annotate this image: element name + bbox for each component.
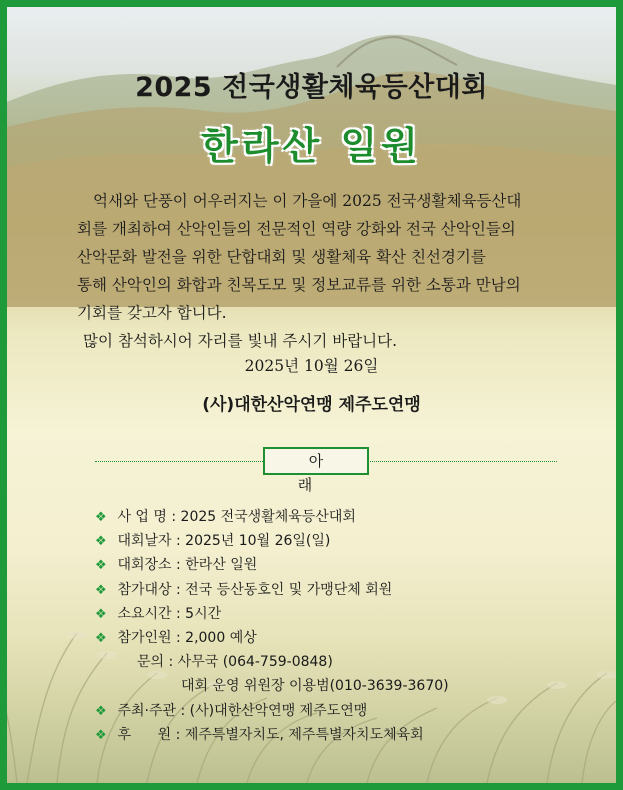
section-label: 아 래 xyxy=(297,452,346,494)
contact-row xyxy=(95,674,575,698)
detail-value: (사)대한산악연맹 제주도연맹 xyxy=(189,702,368,719)
paragraph-line: 억새와 단풍이 어우러지는 이 가을에 2025 전국생활체육등산대 xyxy=(93,192,522,210)
paragraph-line: 기회를 갖고자 합니다. xyxy=(77,304,227,322)
detail-row xyxy=(95,553,575,577)
contact-chair: 대회 운영 위원장 이용범(010-3639-3670) xyxy=(181,678,449,695)
invitation-text xyxy=(77,187,577,355)
paragraph-line: 회를 개최하여 산악인들의 전문적인 역량 강화와 전국 산악인들의 xyxy=(77,220,516,238)
detail-value: 5시간 xyxy=(185,605,222,622)
diamond-bullet-icon: ❖ xyxy=(95,582,107,598)
contact-office: 사무국 (064-759-0848) xyxy=(177,654,333,671)
diamond-bullet-icon: ❖ xyxy=(95,606,107,622)
detail-row xyxy=(95,699,575,723)
diamond-bullet-icon: ❖ xyxy=(95,630,107,646)
detail-label: 참가대상 : xyxy=(117,581,181,598)
event-title: 2025 전국생활체육등산대회 xyxy=(135,72,488,103)
section-label-box xyxy=(263,447,369,494)
paragraph-line: 산악문화 발전을 위한 단합대회 및 생활체육 확산 친선경기를 xyxy=(77,248,486,266)
detail-row xyxy=(95,578,575,602)
detail-label: 참가인원 : xyxy=(117,629,181,646)
detail-label: 대회장소 : xyxy=(117,557,181,574)
diamond-bullet-icon: ❖ xyxy=(95,727,107,743)
detail-label: 주최·주관 : xyxy=(117,702,186,719)
diamond-bullet-icon: ❖ xyxy=(95,558,107,574)
details-list xyxy=(95,505,575,747)
organizer-name: (사)대한산악연맹 제주도연맹 xyxy=(202,395,421,415)
detail-label: 사 업 명 : xyxy=(117,509,177,525)
detail-label: 대회날자 : xyxy=(117,533,181,550)
detail-value: 한라산 일원 xyxy=(185,557,258,574)
diamond-bullet-icon: ❖ xyxy=(95,534,107,550)
contact-label: 문의 : xyxy=(137,654,174,671)
event-date: 2025년 10월 26일 xyxy=(244,357,379,375)
detail-value: 2,000 예상 xyxy=(185,629,257,646)
paragraph-line: 통해 산악인의 화합과 친목도모 및 정보교류를 위한 소통과 만남의 xyxy=(77,276,521,294)
diamond-bullet-icon: ❖ xyxy=(95,510,107,525)
detail-row xyxy=(95,602,575,626)
detail-row xyxy=(95,505,575,529)
detail-label: 후 원 : xyxy=(117,726,181,743)
diamond-bullet-icon: ❖ xyxy=(95,703,107,719)
event-subtitle: 한라산 일원 xyxy=(201,123,422,168)
detail-row xyxy=(95,626,575,650)
detail-row xyxy=(95,529,575,553)
detail-value: 전국 등산동호인 및 가맹단체 회원 xyxy=(185,581,393,598)
detail-row xyxy=(95,723,575,747)
detail-value: 제주특별자치도, 제주특별자치도체육회 xyxy=(184,726,424,743)
detail-value: 2025년 10월 26일(일) xyxy=(185,533,331,550)
contact-row xyxy=(95,650,575,674)
detail-value: 2025 전국생활체육등산대회 xyxy=(180,509,356,525)
closing-line: 많이 참석하시어 자리를 빛내 주시기 바랍니다. xyxy=(83,332,398,350)
detail-label: 소요시간 : xyxy=(117,605,181,622)
